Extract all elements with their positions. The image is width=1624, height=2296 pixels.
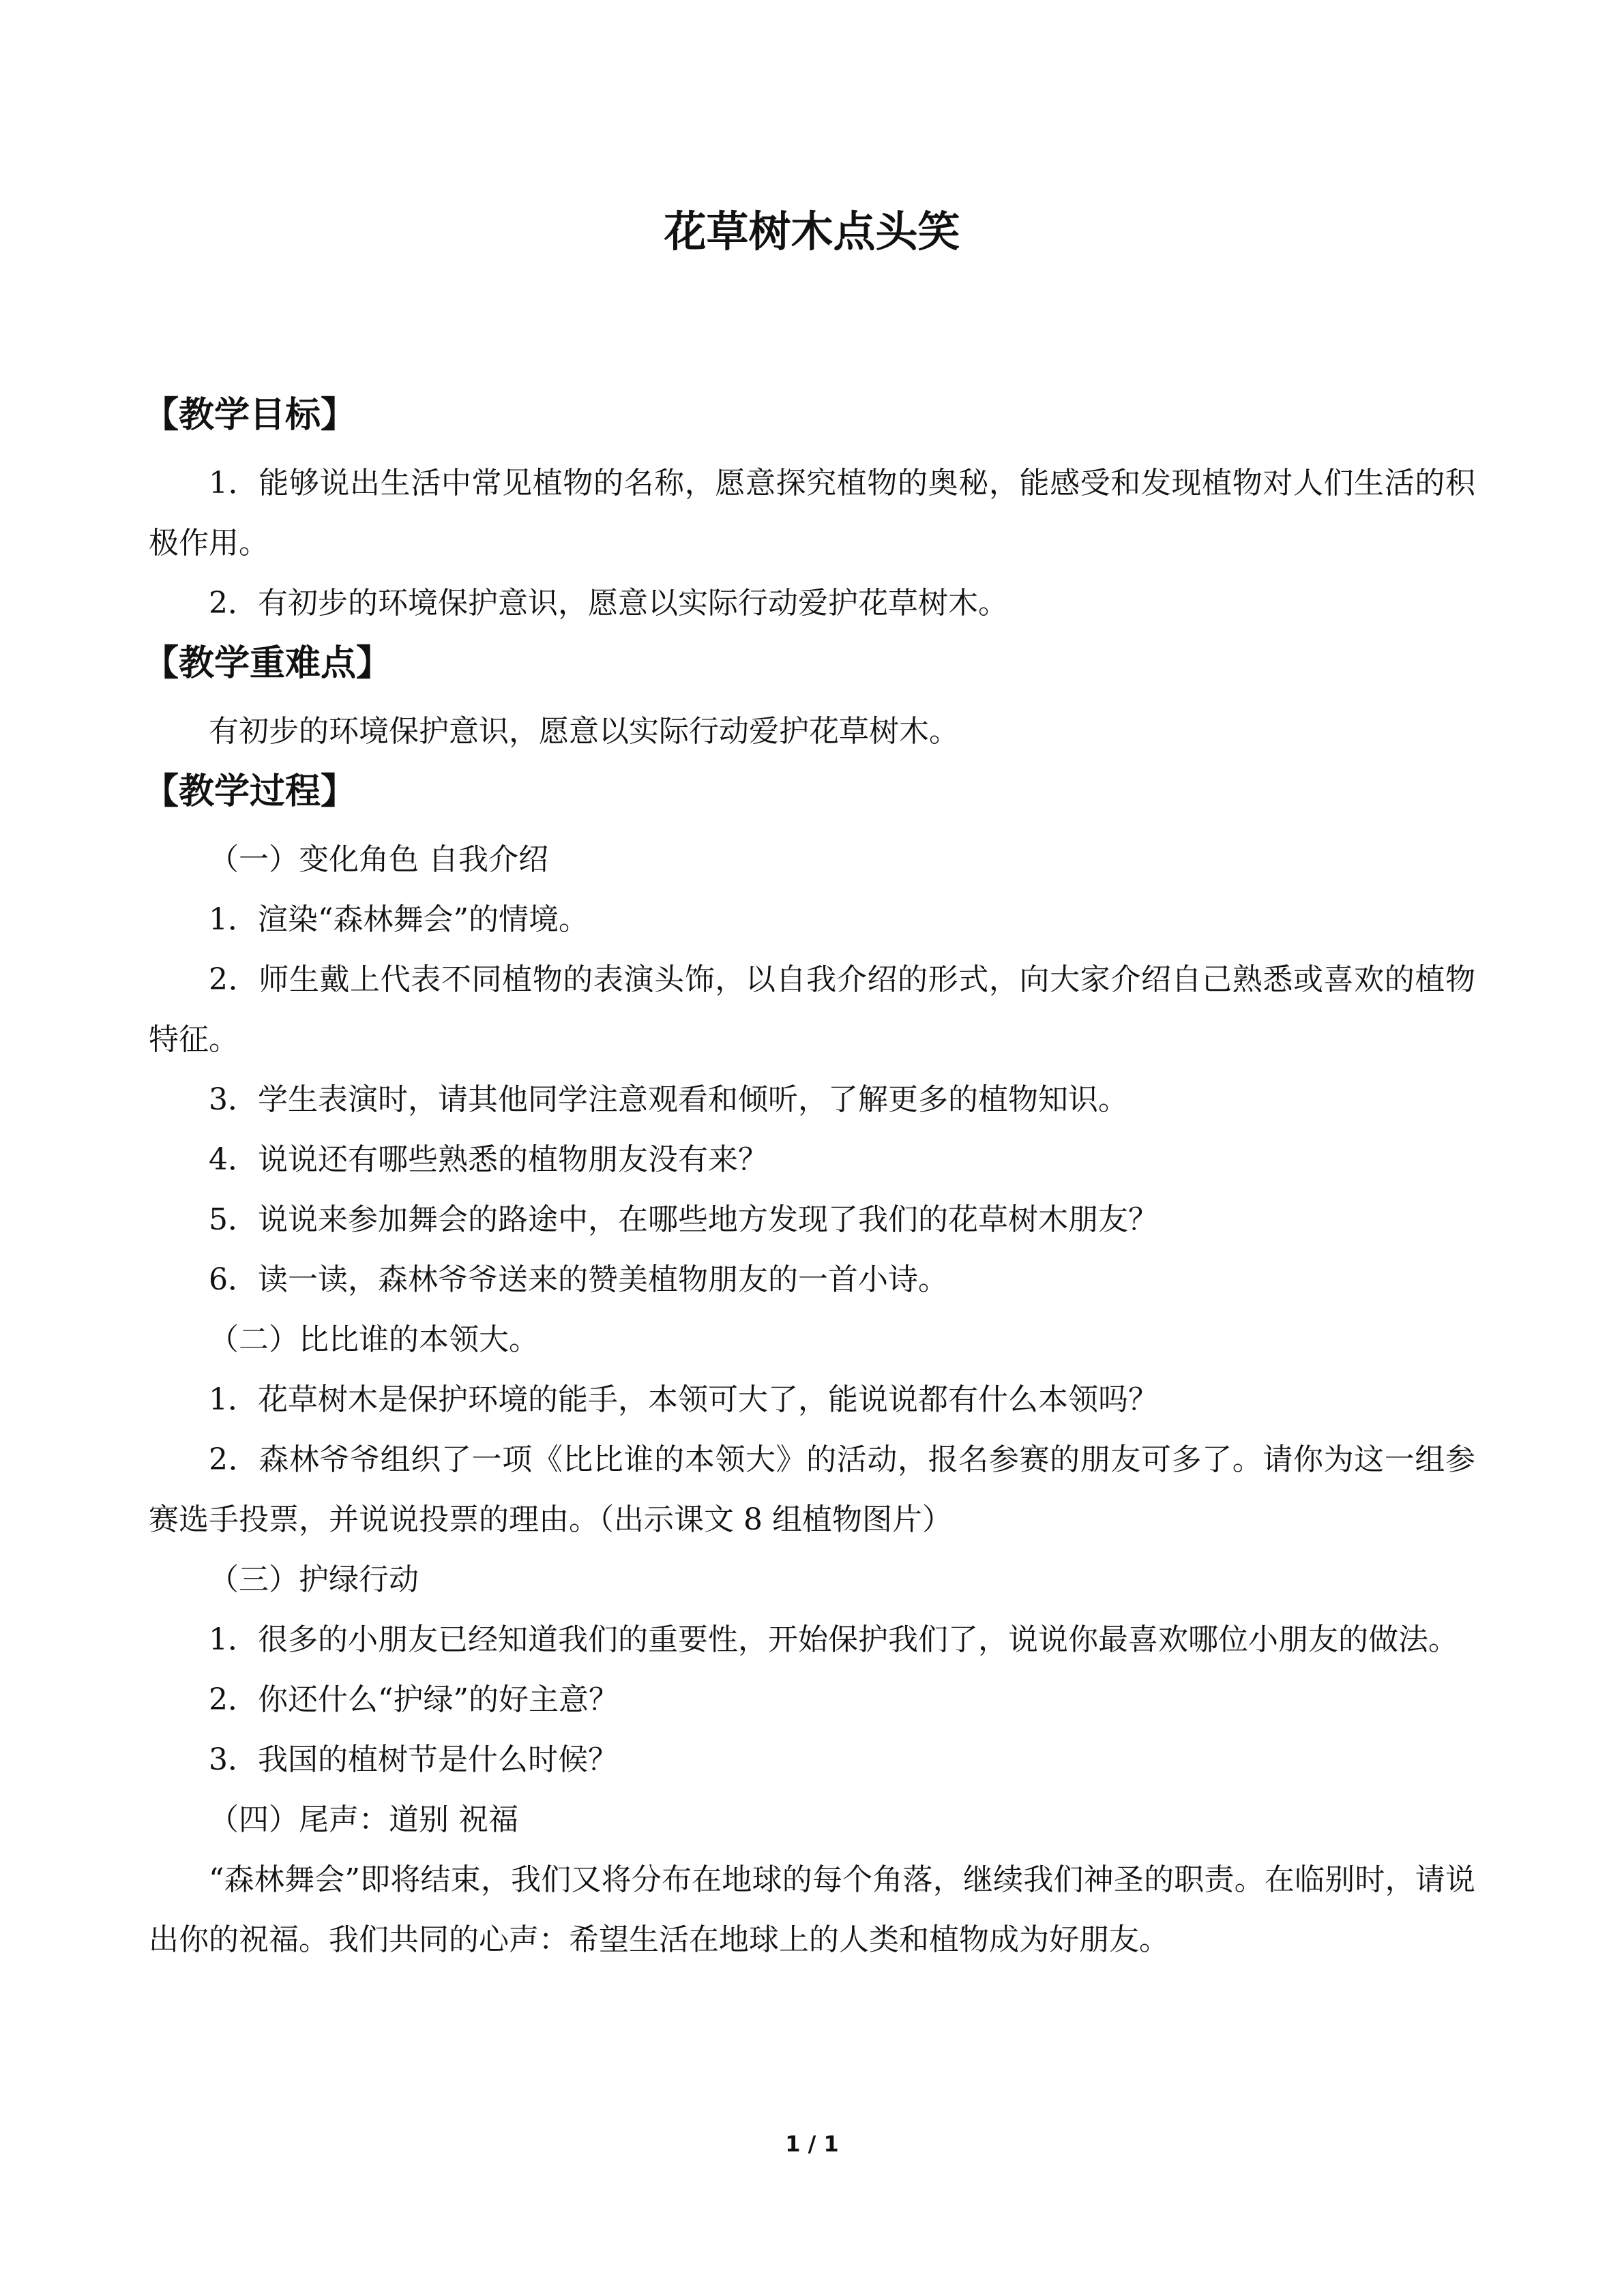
paragraph: （二）比比谁的本领大。: [209, 1322, 539, 1357]
paragraph: 1．花草树木是保护环境的能手，本领可大了，能说说都有什么本领吗？: [209, 1382, 1158, 1417]
paragraph: 1．能够说出生活中常见植物的名称，愿意探究植物的奥秘，能感受和发现植物对人们生活的积极作用。: [149, 466, 1475, 561]
document-title: 花草树木点头笑: [664, 207, 960, 256]
paragraph: 1．渲染“森林舞会”的情境。: [209, 902, 589, 937]
paragraph: 4．说说还有哪些熟悉的植物朋友没有来？: [209, 1142, 768, 1177]
paragraph: 2．森林爷爷组织了一项《比比谁的本领大》的活动，报名参赛的朋友可多了。请你为这一组参赛选手投票，并说说投票的理由。（出示课文 8 组植物图片）: [149, 1442, 1475, 1537]
section-key-points: [143, 633, 1475, 762]
page-number: 1 / 1: [785, 2131, 839, 2157]
paragraph: 2．你还什么“护绿”的好主意？: [209, 1682, 619, 1717]
section-process: [143, 762, 1475, 1970]
paragraph: “森林舞会”即将结束，我们又将分布在地球的每个角落，继续我们神圣的职责。在临别时，请说出你的祝福。我们共同的心声：希望生活在地球上的人类和植物成为好朋友。: [149, 1862, 1475, 1957]
paragraph: 3．我国的植树节是什么时候？: [209, 1742, 618, 1777]
paragraph: 1．很多的小朋友已经知道我们的重要性，开始保护我们了，说说你最喜欢哪位小朋友的做法。: [209, 1622, 1458, 1657]
paragraph: 2．有初步的环境保护意识，愿意以实际行动爱护花草树木。: [209, 586, 1008, 621]
paragraph: 有初步的环境保护意识，愿意以实际行动爱护花草树木。: [209, 714, 959, 749]
paragraph: 3．学生表演时，请其他同学注意观看和倾听，了解更多的植物知识。: [209, 1082, 1128, 1117]
paragraph: （一）变化角色 自我介绍: [209, 842, 548, 877]
section-heading: 【教学目标】: [143, 395, 357, 436]
section-heading: 【教学重难点】: [143, 643, 392, 684]
paragraph: 2．师生戴上代表不同植物的表演头饰，以自我介绍的形式，向大家介绍自己熟悉或喜欢的植物特征。: [149, 962, 1475, 1057]
paragraph: （四）尾声：道别 祝福: [209, 1802, 518, 1837]
section-heading: 【教学过程】: [143, 771, 357, 812]
document-body: [143, 385, 1475, 1970]
section-objectives: [143, 385, 1475, 633]
paragraph: 6．读一读，森林爷爷送来的赞美植物朋友的一首小诗。: [209, 1262, 948, 1297]
paragraph: （三）护绿行动: [209, 1562, 419, 1597]
paragraph: 5．说说来参加舞会的路途中，在哪些地方发现了我们的花草树木朋友？: [209, 1202, 1158, 1237]
